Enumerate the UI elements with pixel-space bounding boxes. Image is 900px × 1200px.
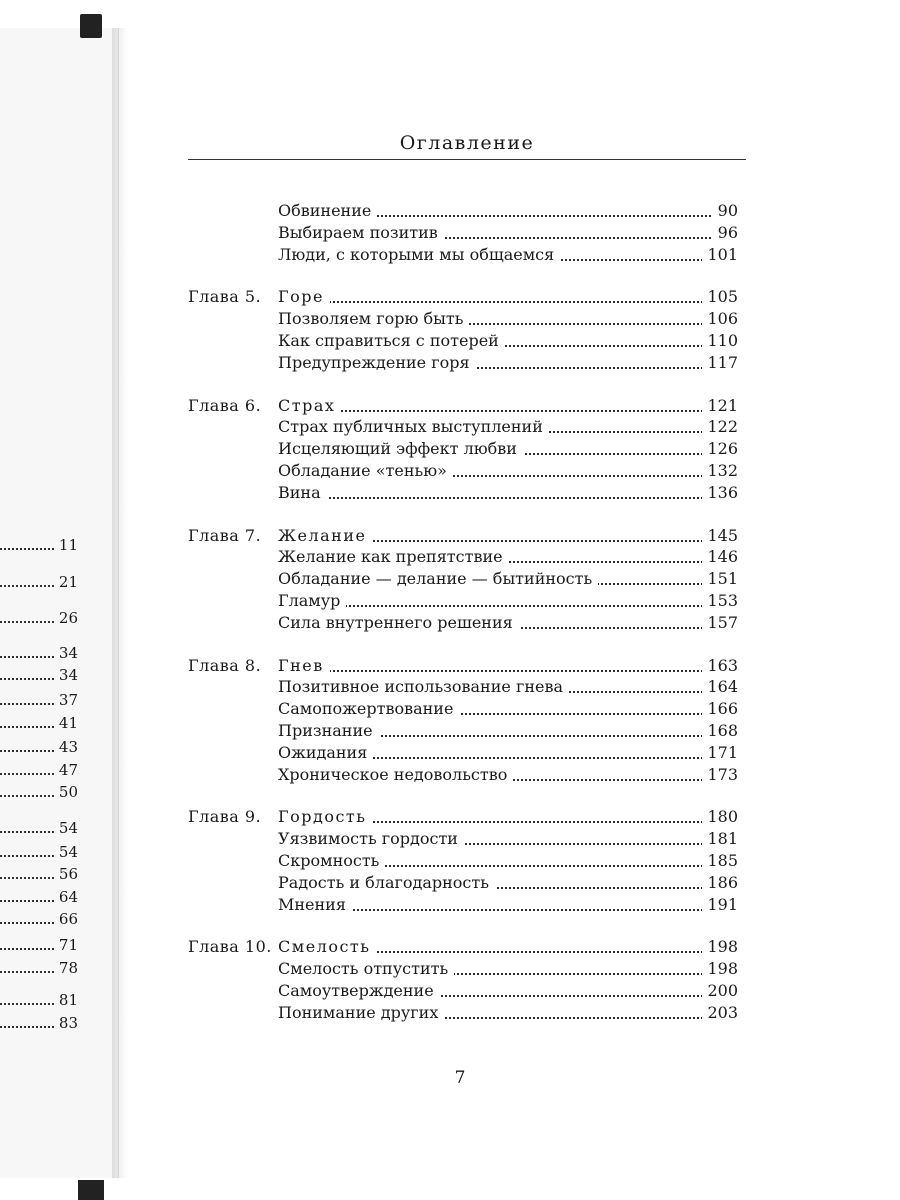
toc-section-row (278, 872, 738, 894)
toc-entry-page: 105 (702, 286, 738, 308)
toc-entry-page: 191 (702, 894, 738, 916)
toc-entry-page: 126 (702, 438, 738, 460)
prev-page-number: 34 (55, 666, 78, 684)
toc-entry-page: 136 (702, 482, 738, 504)
toc-entry (278, 200, 738, 222)
toc-entry-title: Позволяем горю быть (278, 308, 469, 330)
toc-entry (278, 655, 738, 677)
toc-chapter-row (188, 936, 738, 958)
toc-entry-title: Обладание «тенью» (278, 460, 453, 482)
toc-entry-title: Ожидания (278, 742, 373, 764)
toc-entry-title: Уязвимость гордости (278, 828, 464, 850)
toc-entry-page: 173 (702, 764, 738, 786)
toc-entry (278, 1002, 738, 1024)
toc-entry (278, 980, 738, 1002)
toc-entry-title: Смелость отпустить (278, 958, 454, 980)
toc-section-row (278, 958, 738, 980)
toc-section-row (278, 850, 738, 872)
toc-entry-page: 153 (702, 590, 738, 612)
prev-page-number: 47 (55, 761, 78, 779)
toc-section-row (278, 482, 738, 504)
toc-section-row (278, 416, 738, 438)
toc-entry-title: Самопожертвование (278, 698, 459, 720)
toc-entry (278, 395, 738, 417)
toc-entry-title: Мнения (278, 894, 352, 916)
toc-entry (278, 352, 738, 374)
toc-section-row (278, 1002, 738, 1024)
toc-entry-title: Вина (278, 482, 327, 504)
toc-entry-page: 132 (702, 460, 738, 482)
toc-entry-title: Предупреждение горя (278, 352, 476, 374)
toc-entry (278, 244, 738, 266)
toc-section-row (278, 828, 738, 850)
toc-section-row (278, 894, 738, 916)
prev-page-number: 26 (55, 609, 78, 627)
toc-entry-page: 157 (702, 612, 738, 634)
toc-entry (278, 460, 738, 482)
toc-entry (278, 958, 738, 980)
toc-entry-page: 90 (713, 200, 738, 222)
prev-page-number: 81 (55, 991, 78, 1009)
toc-entry-title: Выбираем позитив (278, 222, 444, 244)
prev-page-number: 50 (55, 783, 78, 801)
toc-entry-page: 200 (702, 980, 738, 1002)
toc-entry-title: Хроническое недовольство (278, 764, 513, 786)
toc-chapter-row (188, 395, 738, 417)
toc-entry (278, 894, 738, 916)
toc-entry (278, 222, 738, 244)
toc-entry (278, 482, 738, 504)
toc-entry-title: Страх публичных выступлений (278, 416, 549, 438)
toc-entry (278, 676, 738, 698)
toc-section-row (278, 244, 738, 266)
toc-entry-page: 186 (702, 872, 738, 894)
toc-entry (278, 590, 738, 612)
toc-entry (278, 612, 738, 634)
toc-entry (278, 568, 738, 590)
toc-entry (278, 850, 738, 872)
toc-entry (278, 764, 738, 786)
toc-section-row (278, 676, 738, 698)
toc-entry-title: Гнев (278, 655, 330, 677)
toc-entry-title: Радость и благодарность (278, 872, 495, 894)
toc-entry-title: Страх (278, 395, 341, 417)
toc-entry-page: 163 (702, 655, 738, 677)
toc-section-row (278, 742, 738, 764)
toc-entry (278, 286, 738, 308)
toc-section-row (278, 330, 738, 352)
prev-page-number: 41 (55, 714, 78, 732)
toc-entry-page: 180 (702, 806, 738, 828)
toc-entry-page: 166 (702, 698, 738, 720)
chapter-label: Глава 9. (188, 807, 262, 826)
chapter-label: Глава 7. (188, 526, 262, 545)
prev-page-number: 54 (55, 843, 78, 861)
toc-entry (278, 936, 738, 958)
toc-entry-page: 198 (702, 936, 738, 958)
toc-section-row (278, 980, 738, 1002)
toc-entry-page: 96 (713, 222, 738, 244)
toc-entry-title: Понимание других (278, 1002, 444, 1024)
toc-entry-page: 164 (702, 676, 738, 698)
toc-entry-title: Как справиться с потерей (278, 330, 505, 352)
toc-section-row (278, 720, 738, 742)
prev-page-number: 54 (55, 819, 78, 837)
toc-entry-title: Люди, с которыми мы общаемся (278, 244, 560, 266)
toc-entry-title: Исцеляющий эффект любви (278, 438, 523, 460)
toc-entry-page: 110 (702, 330, 738, 352)
toc-entry (278, 872, 738, 894)
prev-page-number: 78 (55, 959, 78, 977)
leader-dots (278, 410, 738, 412)
prev-page-number: 34 (55, 644, 78, 662)
toc-entry (278, 546, 738, 568)
chapter-label: Глава 8. (188, 656, 262, 675)
prev-page-number: 43 (55, 738, 78, 756)
toc-entry (278, 720, 738, 742)
toc-entry-page: 168 (702, 720, 738, 742)
toc-entry-title: Желание как препятствие (278, 546, 509, 568)
chapter-label: Глава 5. (188, 287, 262, 306)
prev-page-number: 64 (55, 888, 78, 906)
toc-entry-page: 101 (702, 244, 738, 266)
prev-page-number: 37 (55, 691, 78, 709)
toc-section-row (278, 568, 738, 590)
prev-page-number: 66 (55, 910, 78, 928)
toc-entry-page: 121 (702, 395, 738, 417)
toc-entry-page: 203 (702, 1002, 738, 1024)
prev-page-number: 71 (55, 936, 78, 954)
toc-entry-title: Желание (278, 525, 372, 547)
toc-entry-page: 117 (702, 352, 738, 374)
prev-page-number: 21 (55, 573, 78, 591)
toc-entry-page: 106 (702, 308, 738, 330)
toc-entry-page: 171 (702, 742, 738, 764)
page-number: 7 (454, 1068, 466, 1088)
toc-entry-title: Горе (278, 286, 330, 308)
toc-section-row (278, 460, 738, 482)
toc-chapter-row (188, 806, 738, 828)
toc-entry-title: Сила внутреннего решения (278, 612, 519, 634)
toc-entry-page: 122 (702, 416, 738, 438)
toc-entry-title: Гламур (278, 590, 346, 612)
prev-page-number: 56 (55, 865, 78, 883)
prev-page-number: 11 (55, 536, 78, 554)
toc-chapter-row (188, 525, 738, 547)
toc-chapter-row (188, 286, 738, 308)
toc-section-row (278, 546, 738, 568)
toc-entry-page: 198 (702, 958, 738, 980)
toc-section-row (278, 612, 738, 634)
toc-entry-title: Гордость (278, 806, 372, 828)
toc-entry-title: Признание (278, 720, 379, 742)
chapter-label: Глава 10. (188, 937, 272, 956)
toc-section-row (278, 222, 738, 244)
toc-entry-title: Самоутверждение (278, 980, 440, 1002)
prev-page-number: 83 (55, 1014, 78, 1032)
toc-section-row (278, 352, 738, 374)
toc-chapter-row (188, 655, 738, 677)
toc-entry (278, 806, 738, 828)
chapter-label: Глава 6. (188, 396, 262, 415)
toc-entry-title: Обвинение (278, 200, 377, 222)
toc-entry-page: 146 (702, 546, 738, 568)
toc-section-row (278, 698, 738, 720)
toc-entry (278, 698, 738, 720)
toc-entry (278, 828, 738, 850)
toc-entry-page: 151 (702, 568, 738, 590)
leader-dots (278, 605, 738, 607)
toc-entry (278, 742, 738, 764)
toc-entry (278, 438, 738, 460)
toc-section-row (278, 590, 738, 612)
toc-entry-page: 181 (702, 828, 738, 850)
toc-entry-page: 185 (702, 850, 738, 872)
toc-entry (278, 416, 738, 438)
toc-section-row (278, 764, 738, 786)
leader-dots (278, 497, 738, 499)
leader-dots (278, 670, 738, 672)
page-header-title: Оглавление (399, 132, 535, 154)
toc-entry-page: 145 (702, 525, 738, 547)
toc-entry-title: Позитивное использование гнева (278, 676, 569, 698)
toc-entry-title: Обладание — делание — бытийность (278, 568, 598, 590)
toc-section-row (278, 200, 738, 222)
toc-section-row (278, 308, 738, 330)
leader-dots (278, 301, 738, 303)
toc-entry (278, 308, 738, 330)
toc-section-row (278, 438, 738, 460)
toc-entry (278, 525, 738, 547)
toc-entry (278, 330, 738, 352)
toc-entry-title: Скромность (278, 850, 385, 872)
toc-entry-title: Смелость (278, 936, 376, 958)
